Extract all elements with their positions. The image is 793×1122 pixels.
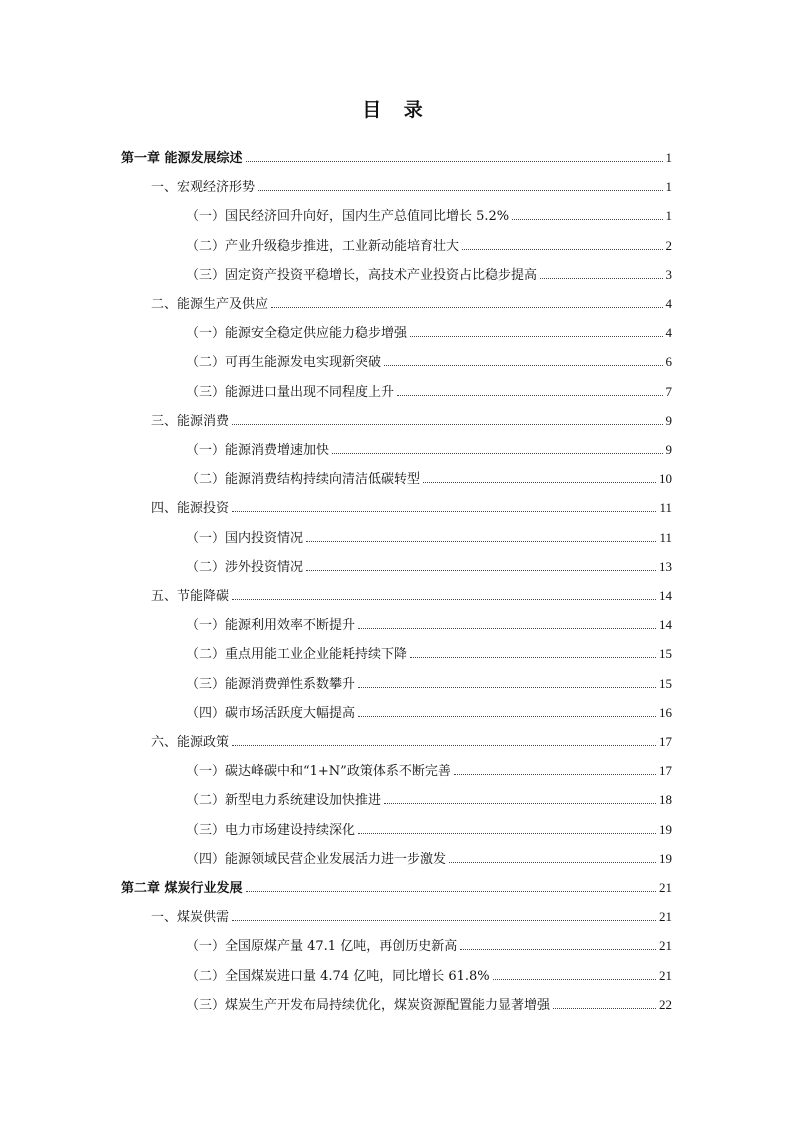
toc-dot-leader <box>358 832 656 834</box>
toc-page-number: 11 <box>659 500 672 516</box>
toc-page-number: 13 <box>659 558 672 574</box>
toc-subsection-entry[interactable] <box>186 782 672 808</box>
toc-subsection-entry[interactable] <box>186 549 672 575</box>
toc-page-number: 7 <box>665 383 672 399</box>
toc-page-number: 18 <box>659 792 672 808</box>
toc-dot-leader <box>410 335 662 337</box>
toc-entry-label: 第二章 煤炭行业发展 <box>121 881 243 896</box>
toc-entry-label: （一）能源消费增速加快 <box>186 443 330 458</box>
toc-dot-leader <box>258 189 662 191</box>
toc-entry-label: （一）能源安全稳定供应能力稳步增强 <box>186 326 408 342</box>
toc-subsection-entry[interactable] <box>186 461 672 487</box>
toc-dot-leader <box>246 160 663 162</box>
toc-page-number: 19 <box>659 821 672 837</box>
toc-subsection-entry[interactable] <box>186 812 672 838</box>
toc-entry-label: （二）新型电力系统建设加快推进 <box>186 793 382 809</box>
toc-entry-label: 六、能源政策 <box>151 735 230 750</box>
toc-page-number: 14 <box>659 617 672 633</box>
toc-entry-label: （四）能源领域民营企业发展活力进一步激发 <box>186 851 447 867</box>
toc-page-number: 4 <box>665 325 672 341</box>
toc-page-number: 17 <box>659 763 672 779</box>
toc-page-number: 9 <box>665 412 672 428</box>
toc-dot-leader <box>462 248 662 250</box>
toc-entry-label: （四）碳市场活跃度大幅提高 <box>186 705 356 721</box>
toc-section-entry[interactable] <box>151 724 672 750</box>
toc-dot-leader <box>493 978 656 980</box>
toc-page-number: 6 <box>665 354 672 370</box>
toc-entry-label: （二）重点用能工业企业能耗持续下降 <box>186 647 408 663</box>
toc-page-number: 16 <box>659 704 672 720</box>
toc-dot-leader <box>232 598 656 600</box>
toc-page-number: 21 <box>659 909 672 925</box>
toc-page-number: 22 <box>659 996 672 1012</box>
toc-entry-label: 四、能源投资 <box>151 501 230 517</box>
toc-page-number: 1 <box>665 150 672 165</box>
toc-entry-label: （三）电力市场建设持续深化 <box>186 822 356 838</box>
toc-page-number: 15 <box>659 646 672 662</box>
toc-subsection-entry[interactable] <box>186 432 672 458</box>
toc-page-number: 15 <box>659 675 672 691</box>
toc-entry-label: 二、能源生产及供应 <box>151 297 269 312</box>
toc-entry-label: （一）能源利用效率不断提升 <box>186 618 356 634</box>
toc-dot-leader <box>460 948 656 950</box>
toc-dot-leader <box>553 1007 656 1009</box>
toc-section-entry[interactable] <box>151 403 672 429</box>
toc-entry-label: （一）国民经济回升向好，国内生产总值同比增长 5.2% <box>186 209 510 225</box>
toc-entry-label: （三）能源进口量出现不同程度上升 <box>186 384 395 400</box>
toc-subsection-entry[interactable] <box>186 520 672 546</box>
toc-page-number: 14 <box>659 588 672 603</box>
toc-dot-leader <box>358 627 656 629</box>
toc-entry-label: 五、节能降碳 <box>151 589 230 604</box>
toc-dot-leader <box>540 277 662 279</box>
toc-dot-leader <box>306 569 656 571</box>
toc-page-number: 4 <box>665 296 672 311</box>
toc-page-number: 10 <box>659 471 672 487</box>
toc-page-number: 2 <box>665 237 672 253</box>
toc-subsection-entry[interactable] <box>186 753 672 779</box>
toc-subsection-entry[interactable] <box>186 198 672 224</box>
toc-dot-leader <box>384 364 662 366</box>
toc-subsection-entry[interactable] <box>186 695 672 721</box>
toc-section-entry[interactable] <box>151 286 672 312</box>
toc-entry-label: 一、煤炭供需 <box>151 910 230 926</box>
toc-dot-leader <box>332 452 662 454</box>
toc-entry-label: （二）涉外投资情况 <box>186 559 304 575</box>
toc-page-number: 21 <box>659 880 672 895</box>
toc-entry-label: （三）能源消费弹性系数攀升 <box>186 676 356 692</box>
toc-section-entry[interactable] <box>151 578 672 604</box>
toc-dot-leader <box>449 861 656 863</box>
toc-page-number: 21 <box>659 967 672 983</box>
toc-entry-label: 第一章 能源发展综述 <box>121 151 243 166</box>
toc-title: 目 录 <box>362 99 431 121</box>
toc-subsection-entry[interactable] <box>186 315 672 341</box>
toc-subsection-entry[interactable] <box>186 987 672 1013</box>
toc-dot-leader <box>271 306 662 308</box>
toc-subsection-entry[interactable] <box>186 344 672 370</box>
toc-dot-leader <box>454 773 656 775</box>
toc-section-entry[interactable] <box>151 169 672 195</box>
toc-page-number: 3 <box>665 266 672 282</box>
toc-entry-label: （二）可再生能源发电实现新突破 <box>186 355 382 371</box>
toc-dot-leader <box>306 540 656 542</box>
toc-subsection-entry[interactable] <box>186 841 672 867</box>
toc-page-number: 1 <box>665 179 672 195</box>
toc-subsection-entry[interactable] <box>186 374 672 400</box>
toc-page-number: 17 <box>659 734 672 749</box>
toc-subsection-entry[interactable] <box>186 958 672 984</box>
toc-dot-leader <box>410 656 656 658</box>
toc-page-number: 19 <box>659 850 672 866</box>
toc-page-number: 11 <box>659 529 672 545</box>
toc-entry-label: （一）全国原煤产量 47.1 亿吨，再创历史新高 <box>186 939 458 955</box>
toc-entry-label: （一）国内投资情况 <box>186 530 304 546</box>
toc-entry-label: 一、宏观经济形势 <box>151 180 256 196</box>
toc-entry-label: （三）固定资产投资平稳增长，高技术产业投资占比稳步提高 <box>186 267 538 283</box>
toc-dot-leader <box>397 394 662 396</box>
toc-entry-label: （二）能源消费结构持续向清洁低碳转型 <box>186 472 421 488</box>
toc-page-number: 9 <box>665 442 672 457</box>
toc-subsection-entry[interactable] <box>186 257 672 283</box>
toc-entry-label: 三、能源消费 <box>151 413 230 429</box>
toc-page-number: 21 <box>659 938 672 954</box>
toc-section-entry[interactable] <box>151 490 672 516</box>
toc-page-number: 1 <box>665 208 672 224</box>
toc-subsection-entry[interactable] <box>186 228 672 254</box>
toc-dot-leader <box>358 686 656 688</box>
toc-section-entry[interactable] <box>151 899 672 925</box>
toc-entry-label: （二）产业升级稳步推进，工业新动能培育壮大 <box>186 238 460 254</box>
toc-dot-leader <box>512 218 662 220</box>
toc-dot-leader <box>384 802 656 804</box>
toc-chapter-entry[interactable] <box>121 140 672 166</box>
toc-subsection-entry[interactable] <box>186 666 672 692</box>
toc-subsection-entry[interactable] <box>186 636 672 662</box>
toc-dot-leader <box>232 744 656 746</box>
toc-entry-label: （一）碳达峰碳中和“1+N”政策体系不断完善 <box>186 764 451 780</box>
toc-entry-label: （二）全国煤炭进口量 4.74 亿吨，同比增长 61.8% <box>186 968 490 984</box>
toc-subsection-entry[interactable] <box>186 607 672 633</box>
toc-dot-leader <box>232 423 662 425</box>
toc-entry-label: （三）煤炭生产开发布局持续优化，煤炭资源配置能力显著增强 <box>186 997 551 1013</box>
toc-dot-leader <box>232 919 656 921</box>
toc-dot-leader <box>246 890 656 892</box>
toc-dot-leader <box>358 715 656 717</box>
toc-dot-leader <box>232 510 656 512</box>
toc-chapter-entry[interactable] <box>121 870 672 896</box>
toc-subsection-entry[interactable] <box>186 928 672 954</box>
toc-dot-leader <box>423 481 656 483</box>
